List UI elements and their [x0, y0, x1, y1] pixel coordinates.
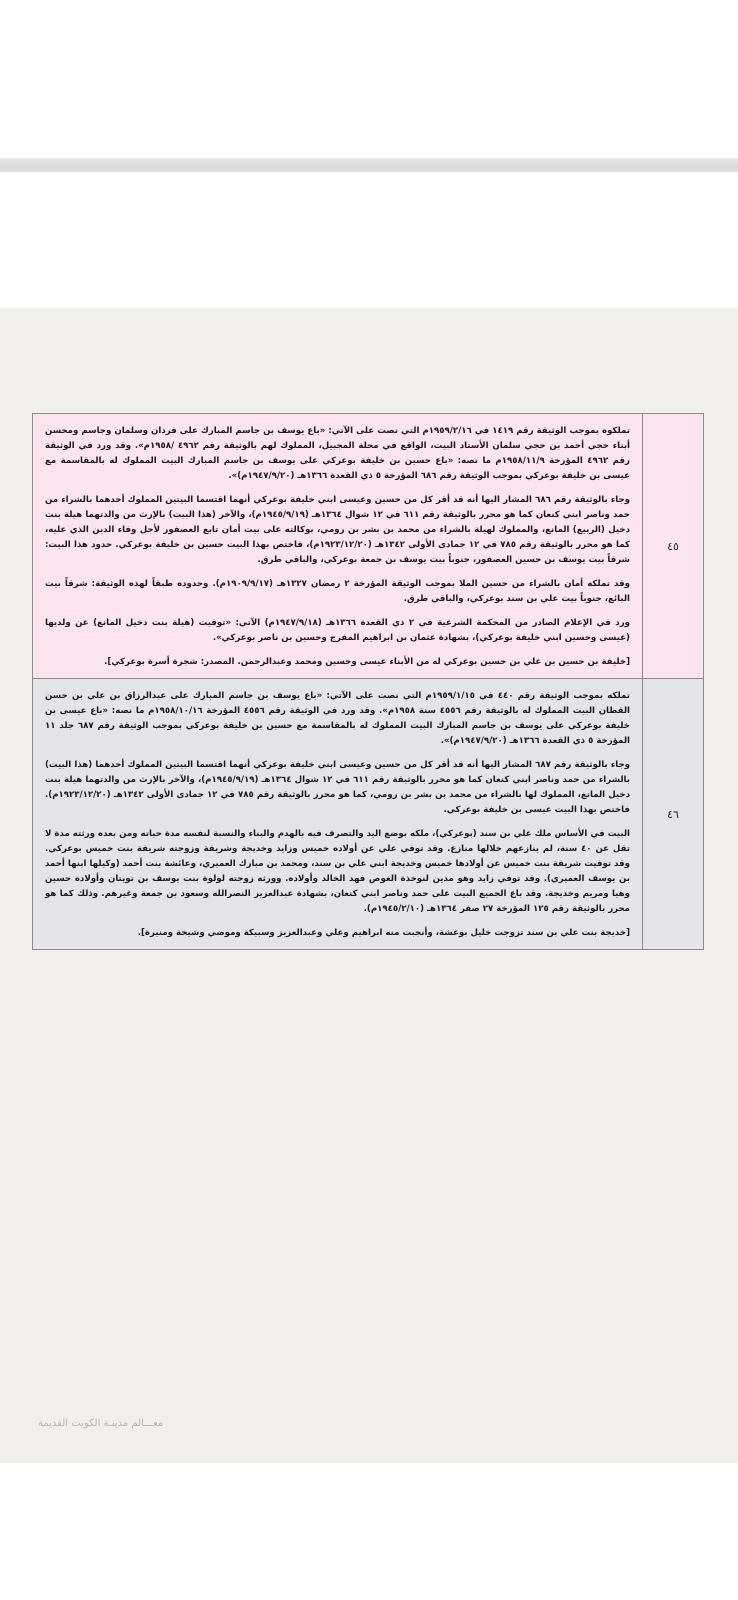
book-title-footer: معـــالم مدينـة الكويت القديمة	[38, 1418, 164, 1429]
record-paragraph: البيت في الأساس ملك علي بن سند (بوعركي)، ملكه بوضع اليد والتصرف فيه بالهدم والبناء والنسبة لنفسه مدة حياته ومن بعده ورثته مدة لا تقل عن ٤٠ سنة، لم ينازعهم خلالها منازع. وقد توفي علي عن أولاده خميس وزايد وخديجة وشريفة وزوجته شريفة بنت خميس بوعركي. وقد توفيت شريفة بنت خميس عن أولادها خميس وخديجة ابني علي بن سند، ومحمد بن مبارك العميري، وعائشة بنت أحمد (وكيلها ابنها أحمد بن يوسف العميري). وقد توفي زايد وهو مدين لنوخذة الغوص فهد الخالد وأولاده. وورثه زوجته لولوة بنت يوسف بن تويتان وأولاده حسين وهيا ومريم وخديجة. وقد باع الجميع البيت على حمد وناصر ابني كنعان، بشهادة عبدالعزيز النصرالله وسعود بن جمعة وغيرهم. وذلك كما هو محرر بالوثيقة رقم ١٢٥ المؤرخة ٢٧ صفر ١٣٦٤هـ (١٩٤٥/٢/١٠م).	[45, 829, 631, 914]
row-number: ٤٥	[642, 414, 703, 678]
page-divider	[0, 158, 738, 172]
row-number: ٤٦	[642, 679, 703, 949]
record-paragraph: ورد في الإعلام الصادر من المحكمة الشرعية في ٢ ذي القعدة ١٣٦٦هـ (١٩٤٧/٩/١٨م) الآتي: «توفيت (هيلة بنت دخيل المانع) عن ولديها (عيسى وحسين ابني خليفة بوعركي)، بشهادة عثمان بن ابراهيم المفرج وحسين بن ناصر بوعركي».	[45, 618, 630, 643]
table-row	[33, 679, 703, 949]
blank-gap	[0, 172, 738, 308]
record-paragraph: وجاء بالوثيقة رقم ٦٨٦ المشار اليها أنه قد أقر كل من حسين وعيسى ابني خليفة بوعركي أنهما اقتسما البيتين المملوك أحدهما بالشراء من حمد وناصر ابني كنعان كما هو محرر بالوثيقة رقم ٦١١ في ١٢ شوال ١٣٦٤هـ (١٩٤٥/٩/١٩م)، والآخر (هذا البيت) بالإرث من والدتهما هيلة بنت دخيل (الربيع) المانع، والمملوك لهيلة بالشراء من محمد بن بشر بن رومي، بوكالته على بيت أمان تابع العصفور لأجل وفاء الدين الذي عليه، كما هو محرر بالوثيقة رقم ٧٨٥ في ١٢ جمادى الأولى ١٣٤٢هـ (١٩٢٣/١٢/٢٠م)، فاختص بهذا البيت حسين بن خليفة بوعركي. حدود هذا البيت: شرقاً بيت يوسف بن حسين العصفور، جنوباً بيت يوسف بن جمعة بوعركي، والباقي طرق.	[45, 495, 630, 565]
record-paragraph: وجاء بالوثيقة رقم ٦٨٧ المشار اليها أنه قد أقر كل من حسين وعيسى ابني خليفة بوعركي أنهما اقتسما البيتين المملوك أحدهما (هذا البيت) بالشراء من حمد وناصر ابني كنعان كما هو محرر بالوثيقة رقم ٦١١ في ١٢ شوال ١٣٦٤هـ (١٩٤٥/٩/١٩م)، والآخر بالإرث من والدتهما هيلة بنت دخيل المانع، المملوك لها بالشراء من محمد بن بشر بن رومي، كما هو محرر بالوثيقة رقم ٧٨٥ في ١٢ جمادى الأولى ١٣٤٢هـ (١٩٢٣/١٢/٢٠م). فاختص بهذا البيت عيسى بن خليفة بوعركي.	[45, 760, 631, 815]
record-paragraph: تملكه بموجب الوثيقة رقم ٤٤٠ في ١٩٥٩/١/١٥م التي نصت على الآتي: «باع يوسف بن جاسم المبارك على عبدالرزاق بن علي بن حسن القطان البيت المملوك له بالوثيقة رقم ٤٥٥٦ سنة ١٩٥٨م». وقد ورد في الوثيقة رقم ٤٥٥٦ المؤرخة ١٩٥٨/١٠/١٦م ما نصه: «باع عيسى بن خليفة بوعركي على يوسف بن جاسم المبارك البيت المملوك له بالمقاسمة مع حسين بن خليفة بوعركي بموجب الوثيقة رقم ٦٨٧ جلد ١١ المؤرخة ٥ ذي القعدة ١٣٦٦هـ (١٩٤٧/٩/٢٠م)».	[45, 691, 631, 746]
record-paragraph: [خليفة بن حسين بن علي بن حسين بوعركي له من الأبناء عيسى وحسين ومحمد وعبدالرحمن. المصدر: شجرة أسرة بوعركي].	[104, 657, 630, 667]
bottom-blank-area	[0, 1463, 738, 1600]
row-content	[33, 679, 642, 949]
record-paragraph: [خديجة بنت علي بن سند تزوجت خليل بوعشة، وأنجبت منه ابراهيم وعلي وعبدالعزيز وسبيكة وموضي وشيخة ومنيرة].	[137, 928, 630, 938]
record-paragraph: تملكوه بموجب الوثيقة رقم ١٤١٩ في ١٩٥٩/٢/١٦م التي نصت على الآتي: «باع يوسف بن جاسم المبارك على فردان وسلمان وجاسم ومحسن أبناء حجي أحمد بن حجي سلمان الأستاد البيت، الواقع في محلة المجبيل، المملوك لهم بالوثيقة رقم ٤٩٦٢ /١٩٥٨م». وقد ورد في الوثيقة رقم ٤٩٦٢ المؤرخة ١٩٥٨/١١/٩م ما نصه: «باع حسين بن خليفة بوعركي على يوسف بن جاسم المبارك البيت المملوك له بالمقاسمة مع عيسى بن خليفة بوعركي بموجب الوثيقة رقم ٦٨٦ المؤرخة ٥ ذي القعدة ١٣٦٦هـ (١٩٤٧/٩/٢٠م)».	[45, 426, 630, 481]
table-row	[33, 414, 703, 679]
row-content	[33, 414, 642, 678]
property-records-table	[32, 413, 704, 950]
scanned-book-page	[0, 308, 738, 1463]
record-paragraph: وقد تملكه أمان بالشراء من حسين الملا بموجب الوثيقة المؤرخة ٢ رمضان ١٣٢٧هـ (١٩٠٩/٩/١٧م). وحدوده طبقاً لهذه الوثيقة: شرقاً بيت البائع، جنوباً بيت علي بن سند بوعركي، والباقي طرق.	[45, 579, 630, 604]
top-blank-area	[0, 0, 738, 158]
